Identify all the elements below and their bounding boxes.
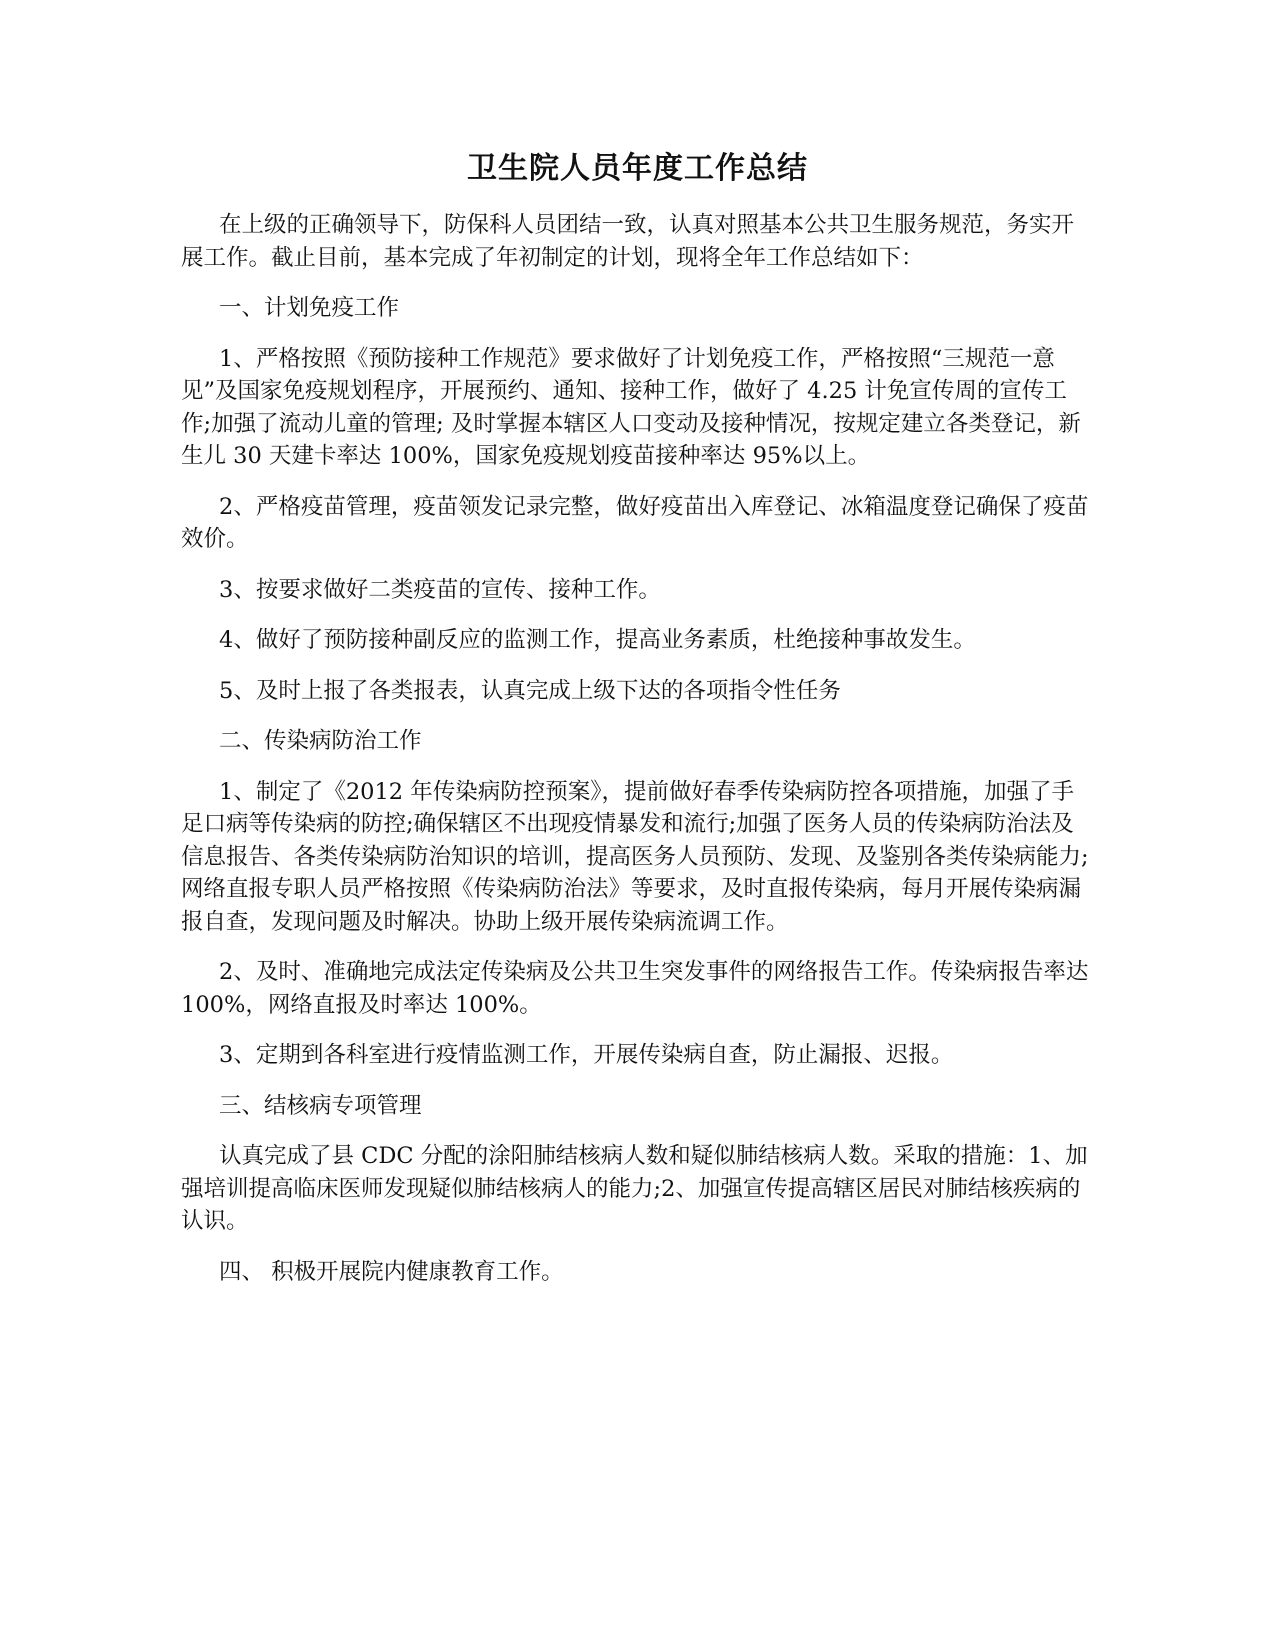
immunization-item-4: 4、做好了预防接种副反应的监测工作，提高业务素质，杜绝接种事故发生。 bbox=[219, 627, 976, 653]
infectious-disease-item-3: 3、定期到各科室进行疫情监测工作，开展传染病自查，防止漏报、迟报。 bbox=[219, 1042, 954, 1068]
document-body bbox=[181, 209, 1091, 1306]
document-title: 卫生院人员年度工作总结 bbox=[467, 151, 808, 186]
immunization-item-3: 3、按要求做好二类疫苗的宣传、接种工作。 bbox=[219, 576, 661, 603]
immunization-item-2: 2、严格疫苗管理，疫苗领发记录完整，做好疫苗出入库登记、冰箱温度登记确保了疫苗效价。 bbox=[181, 493, 1089, 552]
section-heading-tuberculosis: 三、结核病专项管理 bbox=[219, 1092, 422, 1119]
infectious-disease-item-1: 1、制定了《2012 年传染病防控预案》，提前做好春季传染病防控各项措施，加强了手足口病等传染病的防控;确保辖区不出现疫情暴发和流行;加强了医务人员的传染病防治法及信息报告、各类传染病防治知识的培训，提高医务人员预防、发现、及鉴别各类传染病能力;网络直报专职人员严格按照《传染病防治法》等要求，及时直报传染病，每月开展传染病漏报自查，发现问题及时解决。协助上级开展传染病流调工作。 bbox=[181, 778, 1089, 935]
section-heading-health-education: 四、 积极开展院内健康教育工作。 bbox=[219, 1258, 564, 1285]
immunization-item-1: 1、严格按照《预防接种工作规范》要求做好了计划免疫工作，严格按照“三规范一意见”及国家免疫规划程序，开展预约、通知、接种工作，做好了 4.25 计免宣传周的宣传工作;加强了流动儿童的管理; 及时掌握本辖区人口变动及接种情况，按规定建立各类登记，新生儿 30 天建卡率达 100%，国家免疫规划疫苗接种率达 95%以上。 bbox=[181, 345, 1081, 469]
section-heading-immunization: 一、计划免疫工作 bbox=[219, 295, 400, 321]
section-heading-infectious-disease: 二、传染病防治工作 bbox=[219, 728, 422, 754]
tuberculosis-item-1: 认真完成了县 CDC 分配的涂阳肺结核病人数和疑似肺结核病人数。采取的措施：1、加强培训提高临床医师发现疑似肺结核病人的能力;2、加强宣传提高辖区居民对肺结核疾病的认识。 bbox=[181, 1143, 1088, 1234]
infectious-disease-item-2: 2、及时、准确地完成法定传染病及公共卫生突发事件的网络报告工作。传染病报告率达 100%，网络直报及时率达 100%。 bbox=[181, 959, 1089, 1018]
immunization-item-5: 5、及时上报了各类报表，认真完成上级下达的各项指令性任务 bbox=[219, 677, 841, 704]
intro-paragraph: 在上级的正确领导下，防保科人员团结一致，认真对照基本公共卫生服务规范，务实开展工作。截止目前，基本完成了年初制定的计划，现将全年工作总结如下： bbox=[181, 212, 1075, 271]
